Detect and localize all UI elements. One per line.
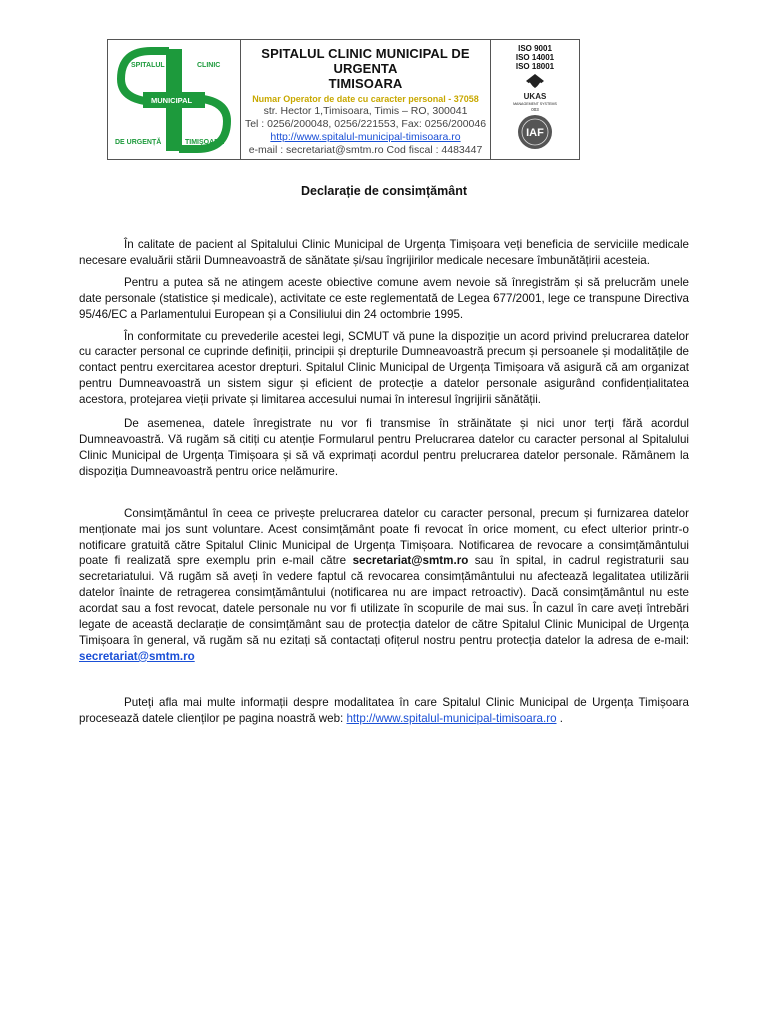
paragraph-5-text-a: Consimțământul în ceea ce privește prelucrarea datelor cu caracter personal, precum și furnizarea datelor menționate mai jos sunt voluntare. Acest consimțământ poate fi revocat în orice moment, cu efect ulterior printr-o notificare gratuită către Spitalul Clinic Municipal de Urgența Timișoara. Notificarea de revocare a consimțământului poate fi realizată spre exemplu prin e-mail către: [79, 506, 689, 568]
paragraph-6-text-a: Puteți afla mai multe informații despre modalitatea în care Spitalul Clinic Municipal de Urgența Timișoara procesează datele clienților pe pagina noastră web:: [79, 695, 689, 725]
logo-text-clinic: CLINIC: [197, 61, 221, 69]
hospital-email-fiscal: e-mail : secretariat@smtm.ro Cod fiscal : 4483447: [248, 144, 483, 156]
paragraph-6: [79, 695, 689, 727]
paragraph-1: În calitate de pacient al Spitalului Clinic Municipal de Urgența Timișoara veți beneficia de serviciile medicale necesare evaluării stării Dumneavoastră de sănătate și/sau îngrijirilor medicale necesare îmbunătățirii acesteia.: [79, 238, 689, 267]
iso-18001: ISO 18001: [515, 62, 555, 71]
operator-number: Numar Operator de date cu caracter personal - 37058: [252, 94, 479, 104]
letterhead: [107, 39, 580, 160]
logo-text-spitalul: SPITALUL: [131, 61, 165, 69]
hospital-logo: [111, 45, 237, 155]
email-link-1[interactable]: secretariat@smtm.ro: [352, 554, 469, 568]
logo-text-timisoara: TIMIȘOARA: [185, 138, 225, 146]
hospital-name-line2: TIMISOARA: [328, 76, 403, 91]
hospital-info: [241, 40, 491, 159]
hospital-address: str. Hector 1,Timisoara, Timis – RO, 300041: [263, 105, 468, 117]
logo-text-urgenta: DE URGENȚĂ: [115, 138, 162, 146]
logo-cell: [108, 40, 241, 159]
hospital-name: [241, 46, 490, 91]
ukas-icon: [513, 71, 557, 113]
document-body: [79, 237, 689, 727]
hospital-phones: Tel : 0256/200048, 0256/221553, Fax: 0256/200046: [244, 118, 487, 130]
paragraph-2: Pentru a putea să ne atingem aceste obiective comune avem nevoie să înregistrăm și să prelucrăm unele date personale (statistice și medicale), activitate ce este reglementată de Legea 677/2001, lege ce transpune Directiva 95/46/EC a Parlamentului European și a Consiliului din 24 octombrie 1995.: [79, 275, 689, 321]
iso-14001: ISO 14001: [515, 53, 555, 62]
iaf-text: IAF: [526, 127, 544, 139]
ukas-number: 003: [531, 107, 539, 112]
ukas-text: UKAS: [523, 92, 547, 101]
paragraph-4: De asemenea, datele înregistrate nu vor fi transmise în străinătate și nici unor terți fără acordul Dumneavoastră. Vă rugăm să citiți cu atenție Formularul pentru Prelucrarea datelor cu caracter personal al Spitalului Clinic Municipal de Urgența Timișoara și să vă exprimați acordul pentru prelucrarea datelor personale. Rămânem la dispoziția Dumneavoastră pentru orice nelămurire.: [79, 417, 689, 478]
email-link-2[interactable]: secretariat@smtm.ro: [79, 649, 195, 663]
paragraph-6-text-b: .: [556, 711, 563, 725]
website-link[interactable]: http://www.spitalul-municipal-timisoara.ro: [346, 711, 557, 725]
iaf-icon: [516, 113, 554, 151]
certifications: [491, 40, 579, 159]
iso-list: [516, 44, 554, 71]
paragraph-5: [79, 506, 689, 665]
hospital-website-link[interactable]: http://www.spitalul-municipal-timisoara.ro: [270, 131, 461, 143]
iso-9001: ISO 9001: [518, 44, 552, 53]
ukas-subtext: MANAGEMENT SYSTEMS: [513, 102, 557, 106]
document-title: Declarație de consimțământ: [300, 184, 468, 198]
logo-text-municipal: MUNICIPAL: [151, 95, 193, 105]
paragraph-5-text-b: sau în spital, in cadrul registraturii sau secretariatului. Vă rugăm să aveți în vedere faptul că revocarea consimțământului nu afectează legalitatea utilizării datelor înainte de retragerea consimțământului (notificarea nu are impact retroactiv). Dacă consimțământul nu este acordat sau a fost revocat, datele personale nu vor fi utilizate în scopurile de mai sus. În cazul în care aveți întrebări legate de această declarație de consimțământ sau de protecția datelor de către Spitalul Clinic Municipal de Urgența Timișoara în general, vă rugăm să nu ezitați să contactați ofițerul nostru pentru protecția datelor la adresa de e-mail:: [79, 554, 689, 647]
hospital-name-line1: SPITALUL CLINIC MUNICIPAL DE URGENTA: [261, 46, 470, 76]
paragraph-3: În conformitate cu prevederile acestei legi, SCMUT vă pune la dispoziție un acord privind prelucrarea datelor cu caracter personal ce cuprinde definiții, principii și drepturile Dumneavoastră precum și persoanele și modalitățile de contact pentru exercitarea acestor drepturi. Spitalul Clinic Municipal de Urgența Timișoara vă asigură că am organizat pentru Dumneavoastră un sistem sigur și eficient de protecție a datelor personale asigurând confidențialitatea acestora, protejarea vieții private și limitarea accesului numai în interesul îngrijirii sănătății.: [79, 329, 689, 407]
